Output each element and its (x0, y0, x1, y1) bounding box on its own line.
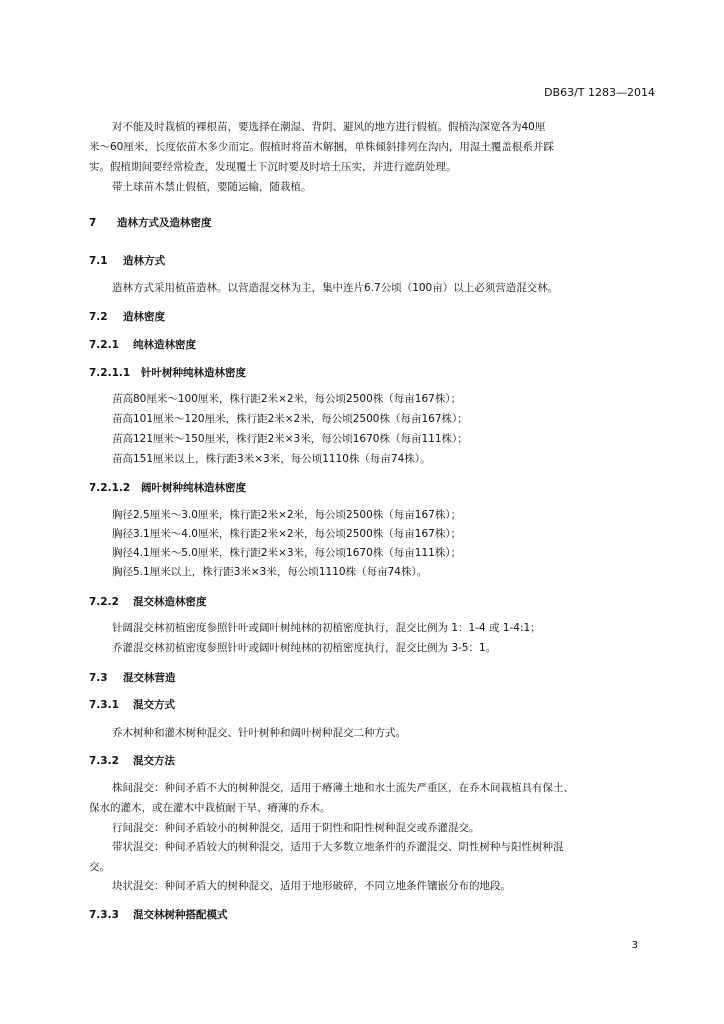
section-number: 7.2.1 (89, 339, 119, 351)
section-title: 混交林造林密度 (133, 596, 207, 608)
section-number: 7.1 (89, 255, 108, 267)
paragraph-line: 保水的灌木，或在灌木中栽植耐干旱、瘠薄的乔木。 (89, 802, 331, 814)
section-heading-7-1 (89, 254, 165, 268)
section-number: 7.3.1 (89, 699, 119, 711)
section-title: 造林方式 (123, 255, 165, 267)
paragraph-line: 株间混交：种间矛盾不大的树种混交，适用于瘠薄土地和水土流失严重区，在乔木间栽植具有保土、 (112, 782, 574, 794)
paragraph-line: 米～60厘米，长度依苗木多少而定。假植时将苗木解捆，单株倾斜排列在沟内，用湿土覆盖根系并踩 (89, 141, 554, 153)
section-title: 针叶树种纯林造林密度 (141, 367, 246, 379)
section-title: 混交林树种搭配模式 (133, 909, 228, 921)
section-number: 7.2 (89, 311, 108, 323)
list-item: 胸径4.1厘米～5.0厘米，株行距2米×3米，每公顷1670株（每亩111株）； (112, 547, 462, 559)
section-heading-7 (89, 216, 212, 230)
section-title: 造林密度 (123, 311, 165, 323)
section-heading-7-2-1-1 (89, 366, 246, 380)
section-title: 纯林造林密度 (133, 339, 196, 351)
paragraph-line: 带状混交：种间矛盾较大的树种混交，适用于大多数立地条件的乔灌混交、阴性树种与阳性树种混 (112, 841, 564, 853)
list-item: 胸径5.1厘米以上，株行距3米×3米，每公顷1110株（每亩74株）。 (112, 566, 428, 578)
document-code-header: DB63/T 1283—2014 (544, 86, 655, 99)
section-number: 7.2.1.1 (89, 367, 131, 379)
list-item: 胸径2.5厘米～3.0厘米，株行距2米×2米，每公顷2500株（每亩167株）； (112, 509, 462, 521)
list-item: 苗高151厘米以上，株行距3米×3米，每公顷1110株（每亩74株）。 (112, 453, 431, 465)
list-item: 苗高80厘米～100厘米，株行距2米×2米，每公顷2500株（每亩167株）； (112, 393, 462, 405)
page-number: 3 (631, 940, 638, 951)
section-number: 7.3.2 (89, 755, 119, 767)
paragraph-line: 带土球苗木禁止假植，要随运输，随栽植。 (112, 181, 312, 193)
paragraph-line: 造林方式采用植苗造林。以营造混交林为主，集中连片6.7公顷（100亩）以上必须营造混交林。 (112, 282, 559, 294)
list-item: 苗高121厘米～150厘米，株行距2米×3米，每公顷1670株（每亩111株）； (112, 433, 468, 445)
paragraph-line: 交。 (89, 861, 110, 873)
section-number: 7.3.3 (89, 909, 119, 921)
section-title: 混交林营造 (123, 672, 176, 684)
section-title: 混交方法 (133, 755, 175, 767)
list-item: 苗高101厘米～120厘米，株行距2米×2米，每公顷2500株（每亩167株）； (112, 413, 468, 425)
section-heading-7-3-3 (89, 908, 228, 922)
section-heading-7-3-2 (89, 754, 175, 768)
paragraph-line: 块状混交：种间矛盾大的树种混交，适用于地形破碎，不同立地条件镶嵌分布的地段。 (112, 880, 511, 892)
section-heading-7-3-1 (89, 698, 175, 712)
list-item: 针阔混交林初植密度参照针叶或阔叶树纯林的初植密度执行，混交比例为 1：1-4 或 1-4:1； (112, 622, 541, 634)
section-number: 7.2.2 (89, 596, 119, 608)
section-heading-7-2-1-2 (89, 481, 246, 495)
list-item: 胸径3.1厘米～4.0厘米，株行距2米×2米，每公顷2500株（每亩167株）； (112, 528, 462, 540)
section-heading-7-2-1 (89, 338, 196, 352)
paragraph-line: 对不能及时栽植的裸根苗，要选择在潮湿、背阴、避风的地方进行假植。假植沟深宽各为40厘 (112, 121, 546, 133)
section-title: 造林方式及造林密度 (117, 217, 212, 229)
section-title: 阔叶树种纯林造林密度 (141, 482, 246, 494)
section-number: 7.3 (89, 672, 108, 684)
section-heading-7-3 (89, 671, 176, 685)
section-number: 7.2.1.2 (89, 482, 131, 494)
list-item: 乔灌混交林初植密度参照针叶或阔叶树纯林的初植密度执行，混交比例为 3-5：1。 (112, 642, 497, 654)
paragraph-line: 实。假植期间要经常检查，发现覆土下沉时要及时培土压实，并进行遮荫处理。 (89, 161, 457, 173)
paragraph-line: 行间混交：种间矛盾较小的树种混交，适用于阴性和阳性树种混交或乔灌混交。 (112, 822, 480, 834)
section-heading-7-2 (89, 310, 165, 324)
section-number: 7 (89, 217, 97, 229)
section-title: 混交方式 (133, 699, 175, 711)
paragraph-line: 乔木树种和灌木树种混交、针叶树种和阔叶树种混交二种方式。 (112, 727, 406, 739)
section-heading-7-2-2 (89, 595, 207, 609)
